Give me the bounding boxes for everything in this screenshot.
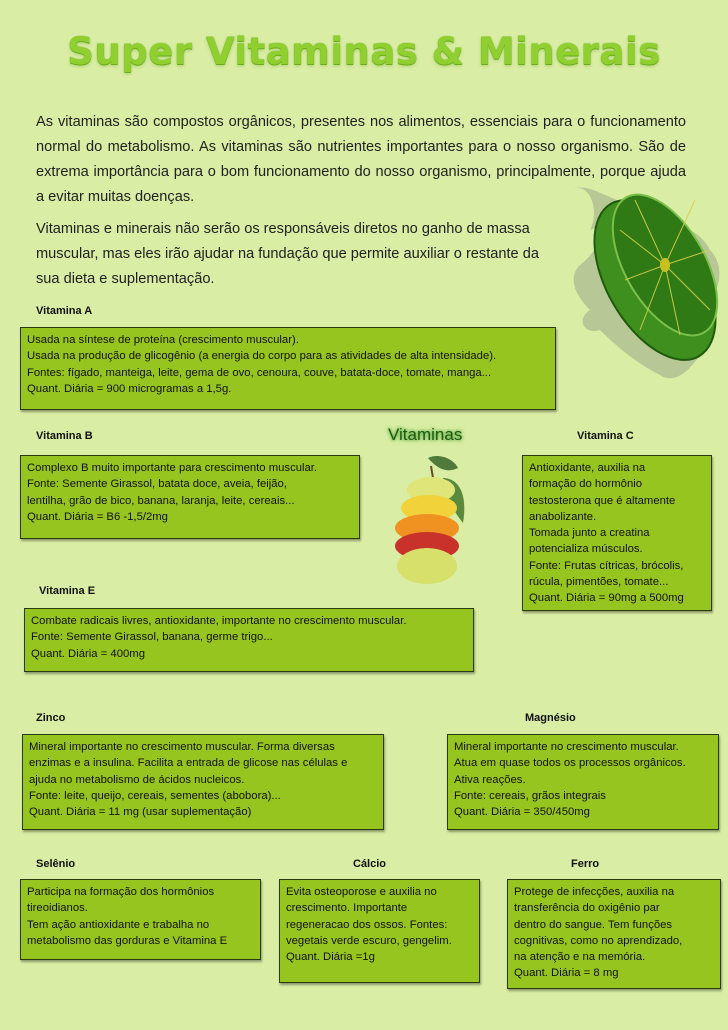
vitamina-c-line: Antioxidante, auxilia na	[529, 462, 646, 474]
ferro-line: na atenção e na memória.	[514, 951, 646, 964]
page-title: Super Vitaminas & Minerais	[67, 30, 661, 73]
vitamina-e-line: Quant. Diária = 400mg	[31, 647, 145, 660]
vitamina-a-line: Usada na produção de glicogênio (a energia do corpo para as atividades de alta intensidade).	[27, 350, 497, 363]
vitamina-b-line: lentilha, grão de bico, banana, laranja, leite, cereais...	[27, 494, 295, 507]
vitamina-a-label: Vitamina A	[36, 305, 93, 317]
vitamina-a-line: Fontes: fígado, manteiga, leite, gema de ovo, cenoura, couve, batata-doce, tomate, manga...	[27, 366, 492, 379]
vitamina-b-line: Fonte: Semente Girassol, batata doce, aveia, feijão,	[27, 478, 287, 491]
ferro-line: dentro do sangue. Tem funções	[514, 918, 673, 931]
vitamina-c-line: rúcula, pimentões, tomate...	[529, 576, 669, 589]
ferro-line: Quant. Diária = 8 mg	[514, 967, 619, 980]
vitamina-c-label: Vitamina C	[577, 430, 634, 442]
vitamina-b-line: Complexo B muito importante para crescimento muscular.	[27, 462, 318, 474]
zinco-line: Fonte: leite, queijo, cereais, sementes (abobora)...	[29, 789, 281, 802]
stacked-fruit-image	[383, 448, 483, 593]
calcio-label: Cálcio	[353, 858, 387, 870]
intro-paragraph-1: As vitaminas são compostos orgânicos, presentes nos alimentos, essenciais para o funcionamento normal do metabolismo. As vitaminas são nutrientes importantes para o nosso organismo. São de extrema importância para o bom funcionamento do nosso organismo, principalmente, porque ajuda a evitar muitas doenças.	[36, 114, 686, 205]
vitamina-c-line: Quant. Diária = 90mg a 500mg	[529, 592, 684, 605]
zinco-box	[22, 734, 384, 830]
vitamina-b-line: Quant. Diária = B6 -1,5/2mg	[27, 510, 168, 523]
vitamina-e-box	[24, 608, 474, 672]
magnesio-label: Magnésio	[525, 712, 576, 724]
calcio-box	[279, 879, 480, 983]
selenio-label: Selênio	[36, 858, 76, 870]
calcio-line: regeneracao dos ossos. Fontes:	[286, 918, 448, 931]
vitamina-e-label: Vitamina E	[39, 585, 96, 597]
vitamina-c-line: testosterona que é altamente	[529, 494, 676, 507]
calcio-line: Evita osteoporose e auxilia no	[286, 886, 437, 898]
zinco-line: ajuda no metabolismo de ácidos nucleicos.	[29, 773, 245, 786]
vitamina-c-line: Tomada junto a creatina	[529, 527, 650, 540]
vitamina-a-line: Usada na síntese de proteína (crescimento muscular).	[27, 334, 299, 346]
selenio-line: tireoidianos.	[27, 902, 88, 915]
vitamina-e-line: Combate radicais livres, antioxidante, importante no crescimento muscular.	[31, 615, 407, 627]
calcio-line: crescimento. Importante	[286, 902, 408, 915]
vitamina-a-line: Quant. Diária = 900 microgramas a 1,5g.	[27, 382, 232, 395]
vitamina-a-box	[20, 327, 556, 410]
zinco-line: Mineral importante no crescimento muscular. Forma diversas	[29, 741, 335, 753]
vitamina-c-box	[522, 455, 712, 611]
selenio-line: metabolismo das gorduras e Vitamina E	[27, 934, 228, 947]
zinco-label: Zinco	[36, 712, 66, 724]
vitamina-c-line: formação do hormônio	[529, 478, 643, 491]
selenio-box	[20, 879, 261, 960]
vitamina-c-line: anabolizante.	[529, 510, 597, 523]
magnesio-box	[447, 734, 719, 830]
ferro-line: cognitivas, como no aprendizado,	[514, 934, 683, 947]
magnesio-line: Quant. Diária = 350/450mg	[454, 806, 590, 819]
ferro-line: transferência do oxigênio par	[514, 902, 660, 915]
calcio-line: vegetais verde escuro, gengelim.	[286, 934, 452, 947]
magnesio-line: Fonte: cereais, grãos integrais	[454, 789, 606, 802]
vitamina-c-line: potencializa músculos.	[529, 543, 643, 556]
zinco-line: Quant. Diária = 11 mg (usar suplementação)	[29, 806, 252, 819]
vitamina-b-box	[20, 455, 360, 539]
vitaminas-subtitle: Vitaminas	[388, 425, 463, 444]
selenio-line: Tem ação antioxidante e trabalha no	[27, 918, 210, 931]
vitamina-c-line: Fonte: Frutas cítricas, brócolis,	[529, 559, 684, 572]
ferro-box	[507, 879, 721, 989]
ferro-line: Protege de infecções, auxilia na	[514, 886, 675, 898]
calcio-line: Quant. Diária =1g	[286, 951, 375, 964]
magnesio-line: Atua em quase todos os processos orgânicos.	[454, 757, 686, 770]
magnesio-line: Mineral importante no crescimento muscular.	[454, 741, 679, 753]
magnesio-line: Ativa reações.	[454, 773, 526, 786]
zinco-line: enzimas e a insulina. Facilita a entrada de glicose nas células e	[29, 757, 348, 770]
selenio-line: Participa na formação dos hormônios	[27, 886, 215, 898]
intro-paragraph-2: Vitaminas e minerais não serão os responsáveis diretos no ganho de massa muscular, mas eles irão ajudar na fundação que permite auxiliar o restante da sua dieta e suplementação.	[36, 221, 539, 287]
ferro-label: Ferro	[571, 858, 600, 870]
lime-splash-image	[560, 170, 728, 390]
vitamina-b-label: Vitamina B	[36, 430, 93, 442]
vitamina-e-line: Fonte: Semente Girassol, banana, germe trigo...	[31, 631, 273, 644]
